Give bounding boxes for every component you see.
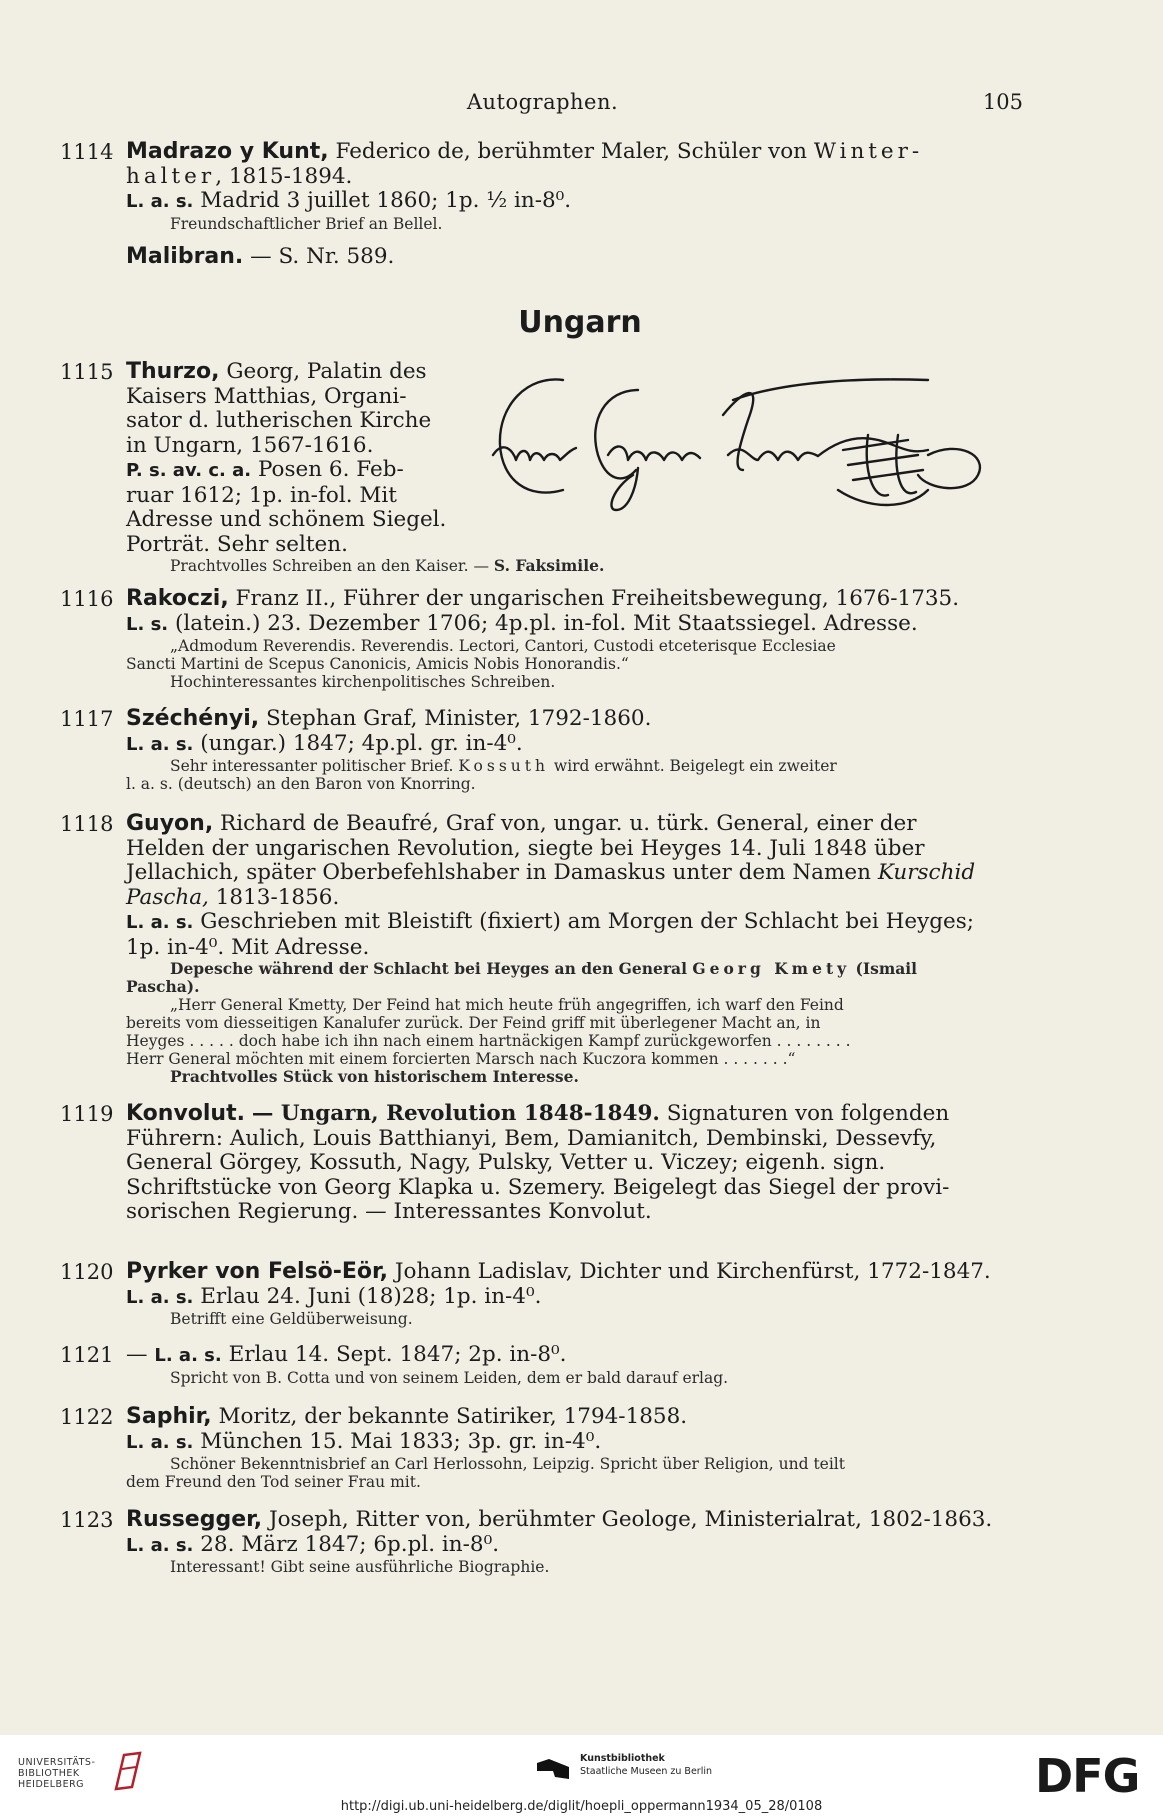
entry-note: Freundschaftlicher Brief an Bellel. bbox=[170, 214, 443, 233]
university-library-logo[interactable] bbox=[18, 1757, 95, 1790]
entry-note: dem Freund den Tod seiner Frau mit. bbox=[126, 1473, 421, 1491]
entry-text: Joseph, Ritter von, berühmter Geologe, Ministerialrat, 1802-1863. bbox=[268, 1507, 993, 1532]
entry-note: Interessant! Gibt seine ausführliche Biographie. bbox=[170, 1558, 550, 1576]
logo-text: Kunstbibliothek bbox=[580, 1753, 665, 1764]
entry-note: Sehr interessanter politischer Brief. bbox=[170, 757, 454, 775]
doc-type-label: L. a. s. bbox=[126, 1431, 194, 1453]
entry-title: — Ungarn, Revolution 1848-1849. bbox=[251, 1101, 660, 1126]
entry-note: Betrifft eine Geldüberweisung. bbox=[170, 1310, 413, 1328]
doc-type-label: L. a. s. bbox=[126, 1286, 194, 1308]
entry-number: 1120 bbox=[60, 1260, 114, 1284]
entry-details: Porträt. Sehr selten. bbox=[126, 531, 348, 557]
entry-1123 bbox=[60, 1508, 1025, 1576]
entry-1121 bbox=[60, 1343, 1025, 1387]
entry-details: ruar 1612; 1p. in-fol. Mit bbox=[126, 482, 397, 508]
entry-number: 1119 bbox=[60, 1102, 114, 1126]
entry-name: Saphir, bbox=[126, 1404, 212, 1429]
entry-quote: „Admodum Reverendis. Reverendis. Lectori, Cantori, Custodi etceterisque Ecclesiae bbox=[170, 637, 836, 655]
entry-number: 1122 bbox=[60, 1405, 114, 1429]
entry-note: Spricht von B. Cotta und von seinem Leiden, dem er bald darauf erlag. bbox=[170, 1368, 729, 1387]
doc-type-label: L. a. s. bbox=[126, 733, 194, 755]
entry-number: 1114 bbox=[60, 140, 114, 164]
entry-number: 1116 bbox=[60, 587, 114, 611]
entry-1118 bbox=[60, 812, 1025, 1086]
ub-emblem-icon bbox=[112, 1749, 144, 1793]
entry-1117 bbox=[60, 707, 1025, 793]
entry-note: Depesche während der Schlacht bei Heyges an den General bbox=[170, 959, 687, 978]
entry-name: Rakoczi, bbox=[126, 586, 229, 611]
entry-name: Guyon, bbox=[126, 811, 214, 836]
entry-text: sorischen Regierung. — Interessantes Konvolut. bbox=[126, 1199, 652, 1224]
entry-text: Helden der ungarischen Revolution, siegte bei Heyges 14. Juli 1848 über bbox=[126, 835, 925, 861]
entry-details: München 15. Mai 1833; 3p. gr. in-4⁰. bbox=[200, 1428, 602, 1454]
italic-text: Pascha, bbox=[126, 884, 209, 910]
spaced-text: Georg Kmety bbox=[692, 959, 851, 978]
entry-name: Madrazo y Kunt, bbox=[126, 139, 329, 164]
entry-note: (Ismail bbox=[855, 959, 918, 978]
entry-text: in Ungarn, 1567-1616. bbox=[126, 432, 374, 458]
entry-text: Schriftstücke von Georg Klapka u. Szemery. Beigelegt das Siegel der provi- bbox=[126, 1174, 950, 1200]
entry-name: Pyrker von Felsö-Eör, bbox=[126, 1259, 389, 1284]
repeat-dash: — bbox=[126, 1342, 148, 1367]
entry-text: Franz II., Führer der ungarischen Freiheitsbewegung, 1676-1735. bbox=[235, 586, 960, 611]
entry-text: Jellachich, später Oberbefehlshaber in Damaskus unter dem Namen bbox=[126, 860, 871, 885]
entry-1116 bbox=[60, 587, 1025, 691]
entry-number: 1123 bbox=[60, 1508, 114, 1532]
entry-number: 1118 bbox=[60, 812, 114, 836]
entry-name: Thurzo, bbox=[126, 359, 220, 384]
entry-malibran bbox=[60, 245, 1025, 270]
entry-text: Georg, Palatin des bbox=[226, 359, 427, 384]
cross-reference: — S. Nr. 589. bbox=[250, 244, 395, 269]
entry-1115 bbox=[60, 360, 1025, 575]
entry-quote: Heyges . . . . . doch habe ich ihn nach einem hartnäckigen Kampf zurückgeworfen . . . . . . . . bbox=[126, 1032, 851, 1050]
entry-note: Schöner Bekenntnisbrief an Carl Herlossohn, Leipzig. Spricht über Religion, und teilt bbox=[170, 1455, 845, 1473]
doc-type-label: P. s. av. c. a. bbox=[126, 460, 252, 481]
entry-details: 28. März 1847; 6p.pl. in-8⁰. bbox=[200, 1531, 500, 1557]
logo-text: HEIDELBERG bbox=[18, 1779, 85, 1790]
entry-number: 1117 bbox=[60, 707, 114, 731]
entry-details: Geschrieben mit Bleistift (fixiert) am Morgen der Schlacht bei Heyges; bbox=[200, 909, 974, 934]
section-heading: Ungarn bbox=[518, 305, 642, 340]
entry-1120 bbox=[60, 1260, 1025, 1328]
entry-details: Erlau 14. Sept. 1847; 2p. in-8⁰. bbox=[228, 1342, 567, 1367]
spaced-text: Winter- bbox=[813, 139, 924, 164]
entry-details: Madrid 3 juillet 1860; 1p. ½ in-8⁰. bbox=[200, 188, 572, 213]
entry-text: Richard de Beaufré, Graf von, ungar. u. türk. General, einer der bbox=[220, 811, 917, 836]
dfg-logo[interactable]: DFG bbox=[1035, 1749, 1140, 1803]
entry-details: Adresse und schönem Siegel. bbox=[126, 507, 447, 532]
running-head bbox=[0, 90, 1163, 118]
entry-text: Federico de, berühmter Maler, Schüler von bbox=[335, 139, 807, 164]
entry-number: 1115 bbox=[60, 360, 114, 384]
logo-text: BIBLIOTHEK bbox=[18, 1768, 80, 1779]
page-number: 105 bbox=[982, 90, 1023, 114]
entry-text: General Görgey, Kossuth, Nagy, Pulsky, Vetter u. Viczey; eigenh. sign. bbox=[126, 1150, 886, 1175]
entry-1114 bbox=[60, 140, 1025, 233]
spaced-text: halter bbox=[126, 163, 216, 189]
entry-name: Széchényi, bbox=[126, 706, 260, 731]
entry-note: l. a. s. (deutsch) an den Baron von Knorring. bbox=[126, 775, 476, 793]
permalink-url[interactable]: http://digi.ub.uni-heidelberg.de/diglit/hoepli_oppermann1934_05_28/0108 bbox=[340, 1799, 823, 1814]
doc-type-label: L. a. s. bbox=[126, 191, 194, 212]
doc-type-label: L. a. s. bbox=[154, 1345, 222, 1366]
entry-details: (latein.) 23. Dezember 1706; 4p.pl. in-fol. Mit Staatssiegel. Adresse. bbox=[174, 610, 918, 636]
entry-details: Posen 6. Feb- bbox=[257, 457, 404, 482]
entry-text: Stephan Graf, Minister, 1792-1860. bbox=[265, 706, 652, 731]
running-head-title: Autographen. bbox=[466, 90, 619, 114]
entry-details: Erlau 24. Juni (18)28; 1p. in-4⁰. bbox=[200, 1283, 542, 1309]
museum-emblem-icon bbox=[535, 1755, 571, 1781]
entry-text: Kaisers Matthias, Organi- bbox=[126, 383, 407, 409]
cross-reference: S. Faksimile. bbox=[493, 556, 605, 575]
logo-text: Staatliche Museen zu Berlin bbox=[580, 1766, 713, 1777]
entry-text: 1813-1856. bbox=[215, 884, 340, 910]
entry-name: Russegger, bbox=[126, 1507, 263, 1532]
entry-quote: Herr General möchten mit einem forcierten Marsch nach Kuczora kommen . . . . . . .“ bbox=[126, 1050, 796, 1068]
entry-details: 1p. in-4⁰. Mit Adresse. bbox=[126, 934, 370, 960]
doc-type-label: L. a. s. bbox=[126, 1534, 194, 1556]
doc-type-label: L. s. bbox=[126, 613, 169, 635]
entry-text: Führern: Aulich, Louis Batthianyi, Bem, Damianitch, Dembinski, Dessevfy, bbox=[126, 1125, 937, 1151]
spaced-text: Kossuth bbox=[458, 757, 549, 775]
doc-type-label: L. a. s. bbox=[126, 912, 194, 933]
entry-note: Prachtvolles Schreiben an den Kaiser. — bbox=[170, 557, 489, 575]
entry-details: (ungar.) 1847; 4p.pl. gr. in-4⁰. bbox=[200, 730, 523, 756]
italic-text: Kurschid bbox=[877, 860, 976, 885]
logo-text: UNIVERSITÄTS- bbox=[18, 1757, 96, 1768]
entry-text: Signaturen von folgenden bbox=[666, 1101, 950, 1126]
entry-text: sator d. lutherischen Kirche bbox=[126, 408, 432, 433]
entry-quote: Sancti Martini de Scepus Canonicis, Amicis Nobis Honorandis.“ bbox=[126, 655, 629, 673]
entry-name: Malibran. bbox=[126, 244, 244, 269]
entry-quote: bereits vom diesseitigen Kanalufer zurück. Der Feind griff mit überlegener Macht an, in bbox=[126, 1014, 821, 1032]
entry-note: Prachtvolles Stück von historischem Interesse. bbox=[170, 1067, 579, 1086]
entry-text: , 1815-1894. bbox=[215, 163, 353, 189]
entry-note: wird erwähnt. Beigelegt ein zweiter bbox=[553, 757, 837, 775]
entry-quote: „Herr General Kmetty, Der Feind hat mich heute früh angegriffen, ich warf den Feind bbox=[170, 996, 844, 1014]
entry-note: Pascha). bbox=[126, 977, 200, 996]
entry-1119 bbox=[60, 1102, 1025, 1225]
viewer-footer bbox=[0, 1735, 1163, 1816]
entry-text: Johann Ladislav, Dichter und Kirchenfürst, 1772-1847. bbox=[394, 1259, 991, 1284]
entry-note: Hochinteressantes kirchenpolitisches Schreiben. bbox=[170, 673, 556, 691]
entry-text: Moritz, der bekannte Satiriker, 1794-1858. bbox=[218, 1404, 688, 1429]
entry-1122 bbox=[60, 1405, 1025, 1491]
entry-number: 1121 bbox=[60, 1343, 114, 1367]
entry-name: Konvolut. bbox=[126, 1101, 245, 1126]
